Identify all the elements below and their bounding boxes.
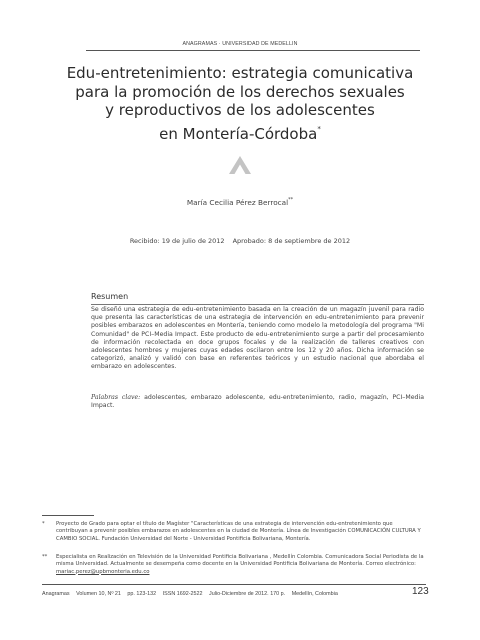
author-footnote-mark: ** [288,197,294,203]
title-line-4: en Montería-Córdoba [159,124,318,143]
author-line [0,197,480,207]
footnote-2-body [56,554,424,576]
article-dates [0,237,480,245]
title-line-2: para la promoción de los derechos sexuales [75,82,405,101]
article-title [40,64,440,143]
page-number: 123 [412,586,429,597]
running-head: ANAGRAMAS · UNIVERSIDAD DE MEDELLIN [182,41,298,47]
title-line-1: Edu-entretenimiento: estrategia comunicativa [66,64,414,82]
approved-date: Aprobado: 8 de septiembre de 2012 [232,237,351,245]
header-divider [86,50,420,51]
footer-page-count: 170 p. [270,591,286,597]
title-footnote-mark: * [317,124,321,133]
footnote-1-text: Proyecto de Grado para optar el título de Magíster "Características de una estrategia de intervención edu-entretenimiento que contribuyan a prevenir posibles embarazos en adolescentes en la ciudad de Montería. Línea de Investigación COMUNICACIÓN CULTURA Y CAMBIO SOCIAL. Fundación Universidad del Norte - Universidad Pontificia Bolivariana, Montería. [56,521,421,542]
keywords-label: Palabras clave: [91,394,141,401]
footer-divider [42,584,426,585]
footnote-2-mark: ** [42,554,48,560]
page-footer [42,591,338,597]
keywords [91,394,424,410]
author-email-link[interactable]: mariac.perez@upbmonteria.edu.co [56,568,150,575]
abstract-body: Se diseñó una estrategia de edu-entretenimiento basada en la creación de un magazín juvenil para radio que presenta las características de una estrategia de intervención en edu-entretenimiento para prevenir posibles embarazos en adolescentes en Montería, teniendo como modelo la metodología del programa "Mi Comunidad" de PCI–Media Impact. Este producto de edu-entretenimiento surge a partir del procesamiento de información recolectada en doce grupos focales y de la realización de talleres creativos con adolescentes hombres y mujeres cuyas edades oscilaron entre los 12 y 20 años. Dicha información se categorizó, analizó y validó con base en referentes teóricos y un estudio nacional que abordaba el embarazo en adolescentes. [91,306,424,371]
footer-journal: Anagramas [42,591,70,597]
footer-issn: ISSN 1692-2522 [162,591,203,597]
title-line-3: y reproductivos de los adolescentes [105,101,375,120]
author-name: María Cecilia Pérez Berrocal [186,198,289,207]
footnote-2 [42,554,424,576]
received-date: Recibido: 19 de julio de 2012 [129,237,225,245]
footer-period: Julio-Diciembre de 2012. [209,591,269,597]
abstract-divider [91,304,424,305]
footnote-divider [42,515,94,516]
footnote-2-text: Especialista en Realización en Televisión de la Universidad Pontificia Bolivariana , Medellín Colombia. Comunicadora Social Periodista de la misma Universidad. Actualmente se desempeña como docente en la Universidad Pontificia Bolivariana de Montería. Correo electrónico: [56,554,424,568]
footer-volume: Volumen 10, Nº 21 [76,591,121,597]
anagramas-chevron-logo-icon [229,156,251,174]
abstract-heading: Resumen [91,292,129,301]
footnote-1-mark: * [42,521,45,527]
footer-pages: pp. 123-132 [127,591,157,597]
footnote-1 [42,521,424,543]
footer-place: Medellín, Colombia [291,591,338,597]
keywords-list: adolescentes, embarazo adolescente, edu-entretenimiento, radio, magazín, PCI–Media Impact. [91,394,424,410]
